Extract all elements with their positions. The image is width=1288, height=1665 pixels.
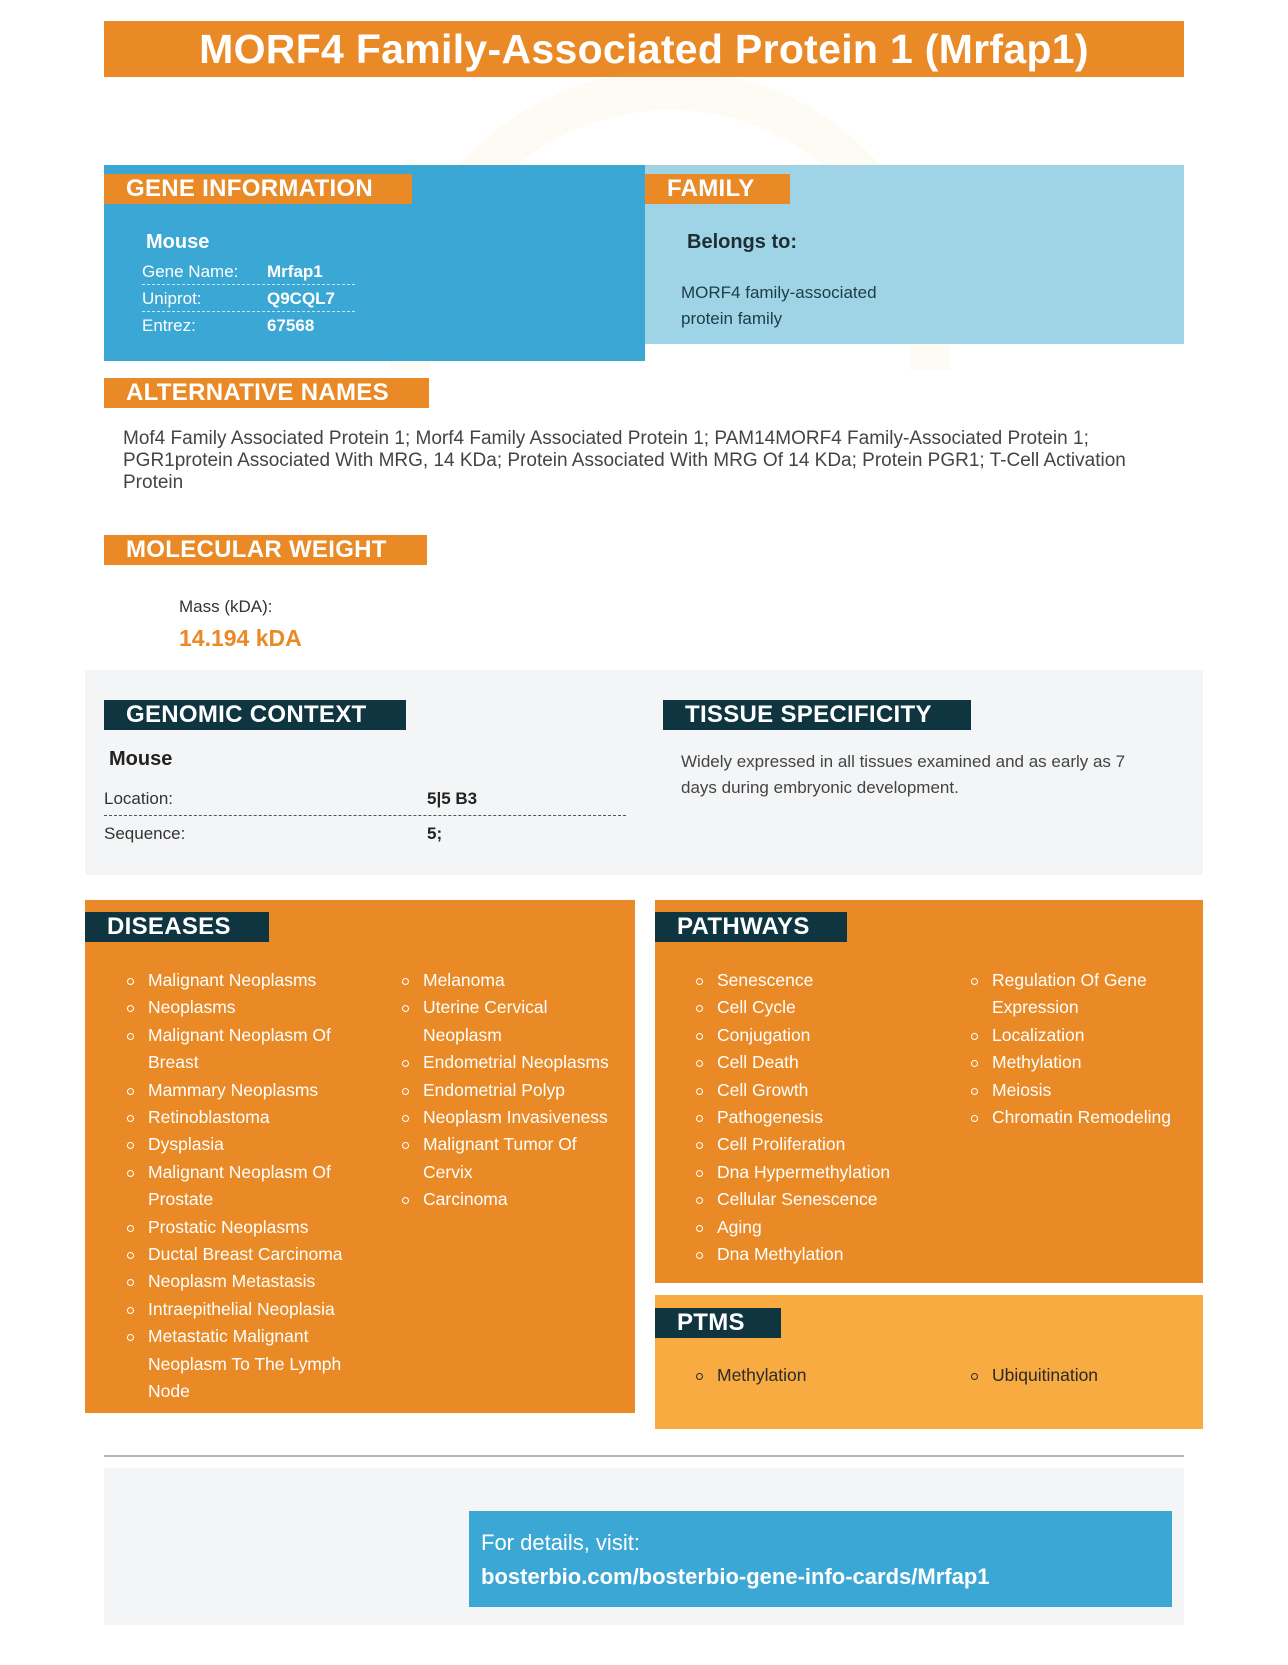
- entrez-row: [142, 313, 355, 339]
- list-item: Regulation Of Gene Expression: [968, 967, 1198, 1022]
- details-link-box[interactable]: [469, 1511, 1172, 1607]
- list-item: Endometrial Polyp: [399, 1077, 631, 1104]
- list-item: Ubiquitination: [968, 1362, 1198, 1389]
- list-item: Cell Cycle: [693, 994, 953, 1021]
- entrez-label: Entrez:: [142, 316, 196, 335]
- pathways-list-col1: [693, 967, 953, 1268]
- list-item: Meiosis: [968, 1077, 1198, 1104]
- location-label: Location:: [104, 788, 173, 808]
- diseases-header: DISEASES: [85, 912, 269, 942]
- list-item: Uterine Cervical Neoplasm: [399, 994, 631, 1049]
- details-url-link[interactable]: bosterbio.com/bosterbio-gene-info-cards/Mrfap1: [481, 1564, 990, 1589]
- location-row: [104, 782, 626, 816]
- list-item: Pathogenesis: [693, 1104, 953, 1131]
- diseases-list-col1: [124, 967, 374, 1406]
- page-title: MORF4 Family-Associated Protein 1 (Mrfap1): [104, 21, 1184, 77]
- pathways-header: PATHWAYS: [655, 912, 847, 942]
- list-item: Cell Proliferation: [693, 1131, 953, 1158]
- uniprot-row: [142, 286, 355, 312]
- ptms-list-col2: [968, 1362, 1198, 1389]
- list-item: Endometrial Neoplasms: [399, 1049, 631, 1076]
- sequence-row: [104, 817, 626, 851]
- list-item: Dna Hypermethylation: [693, 1159, 953, 1186]
- gene-name-value: Mrfap1: [267, 261, 323, 281]
- diseases-list-col2: [399, 967, 631, 1214]
- gene-information-header: GENE INFORMATION: [104, 174, 412, 204]
- list-item: Malignant Tumor Of Cervix: [399, 1131, 631, 1186]
- sequence-label: Sequence:: [104, 824, 186, 843]
- list-item: Retinoblastoma: [124, 1104, 374, 1131]
- pathways-list-col2: [968, 967, 1198, 1131]
- list-item: Cell Death: [693, 1049, 953, 1076]
- list-item: Malignant Neoplasm Of Prostate: [124, 1159, 374, 1214]
- family-header: FAMILY: [645, 174, 790, 204]
- mass-label: Mass (kDA):: [179, 597, 273, 616]
- ptms-list-col1: [693, 1362, 953, 1389]
- gene-name-row: [142, 259, 355, 285]
- list-item: Cellular Senescence: [693, 1186, 953, 1213]
- mass-value: 14.194 kDA: [179, 625, 302, 651]
- list-item: Neoplasm Invasiveness: [399, 1104, 631, 1131]
- details-label: For details, visit:: [481, 1530, 640, 1555]
- list-item: Neoplasm Metastasis: [124, 1268, 374, 1295]
- list-item: Senescence: [693, 967, 953, 994]
- list-item: Prostatic Neoplasms: [124, 1214, 374, 1241]
- ptms-header: PTMS: [655, 1308, 781, 1338]
- genomic-context-header: GENOMIC CONTEXT: [104, 700, 406, 730]
- gene-name-label: Gene Name:: [142, 261, 239, 281]
- entrez-value: 67568: [267, 316, 315, 335]
- list-item: Mammary Neoplasms: [124, 1077, 374, 1104]
- uniprot-value: Q9CQL7: [267, 288, 336, 308]
- list-item: Melanoma: [399, 967, 631, 994]
- location-value: 5|5 B3: [427, 788, 478, 808]
- list-item: Dna Methylation: [693, 1241, 953, 1268]
- alternative-names-header: ALTERNATIVE NAMES: [104, 378, 429, 408]
- list-item: Conjugation: [693, 1022, 953, 1049]
- list-item: Ductal Breast Carcinoma: [124, 1241, 374, 1268]
- molecular-weight-header: MOLECULAR WEIGHT: [104, 535, 427, 565]
- list-item: Methylation: [693, 1362, 953, 1389]
- list-item: Malignant Neoplasm Of Breast: [124, 1022, 374, 1077]
- list-item: Chromatin Remodeling: [968, 1104, 1198, 1131]
- list-item: Malignant Neoplasms: [124, 967, 374, 994]
- belongs-to-label: Belongs to:: [687, 231, 797, 253]
- alternative-names-text: Mof4 Family Associated Protein 1; Morf4 Family Associated Protein 1; PAM14MORF4 Family-Associated Protein 1; PGR1protein Associated With MRG, 14 KDa; Protein Associated With MRG Of 14 KDa; Protein PGR1; T-Cell Activation Protein: [123, 428, 1126, 493]
- list-item: Intraepithelial Neoplasia: [124, 1296, 374, 1323]
- list-item: Carcinoma: [399, 1186, 631, 1213]
- tissue-specificity-header: TISSUE SPECIFICITY: [663, 700, 971, 730]
- list-item: Dysplasia: [124, 1131, 374, 1158]
- gene-species: Mouse: [146, 231, 210, 253]
- family-text: MORF4 family-associated protein family: [681, 283, 877, 328]
- sequence-value: 5;: [427, 824, 443, 843]
- list-item: Metastatic Malignant Neoplasm To The Lymph Node: [124, 1323, 374, 1405]
- genomic-species: Mouse: [109, 748, 173, 770]
- tissue-specificity-text: Widely expressed in all tissues examined and as early as 7 days during embryonic development.: [681, 752, 1126, 797]
- footer-divider: [104, 1455, 1184, 1457]
- uniprot-label: Uniprot:: [142, 288, 202, 308]
- list-item: Cell Growth: [693, 1077, 953, 1104]
- list-item: Neoplasms: [124, 994, 374, 1021]
- list-item: Aging: [693, 1214, 953, 1241]
- list-item: Localization: [968, 1022, 1198, 1049]
- list-item: Methylation: [968, 1049, 1198, 1076]
